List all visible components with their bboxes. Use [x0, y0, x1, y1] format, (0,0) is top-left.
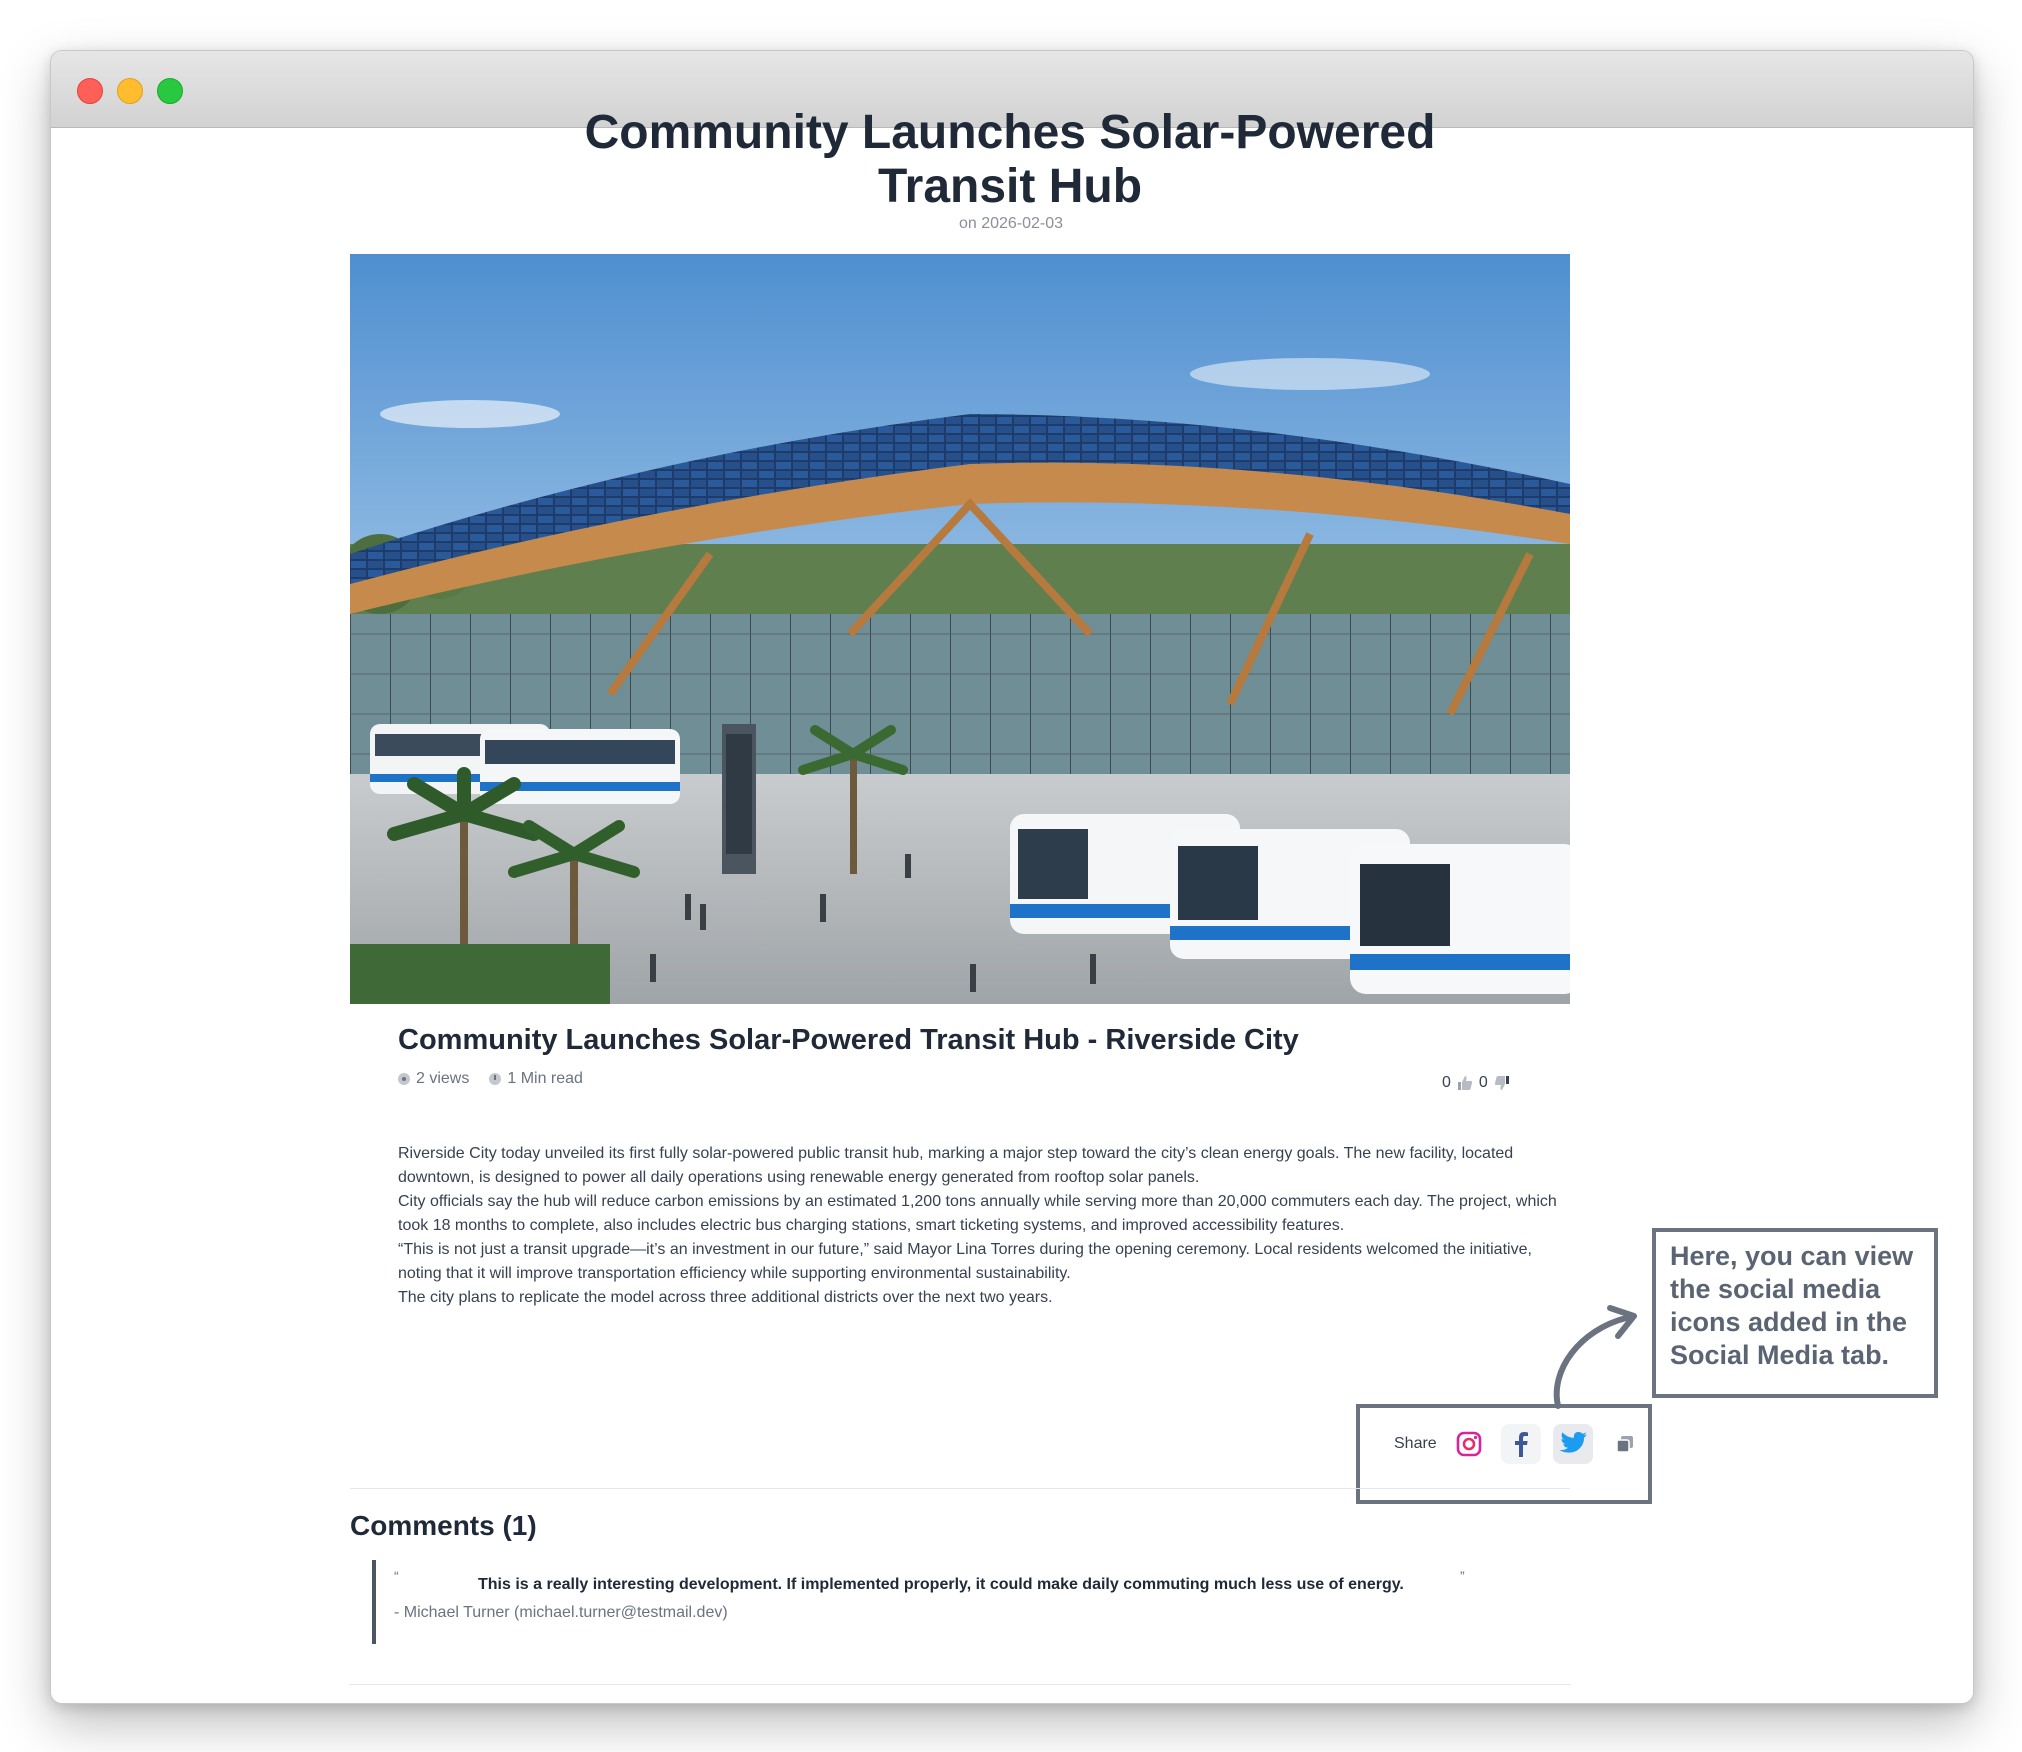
maximize-window-button[interactable]: [157, 78, 183, 104]
annotation-callout: Here, you can view the social media icons added in the Social Media tab.: [1652, 1228, 1938, 1398]
page-title: Community Launches Solar-Powered Transit Hub: [584, 106, 1436, 213]
open-quote: “: [394, 1568, 399, 1584]
minimize-window-button[interactable]: [117, 78, 143, 104]
article-paragraph: “This is not just a transit upgrade—it’s an investment in our future,” said Mayor Lina Torres during the opening ceremony. Local residents welcomed the initiative, noting that it will improve transportation efficiency while supporting environmental sustainability.: [398, 1241, 1532, 1282]
share-label: Share: [1394, 1435, 1437, 1452]
hero-image: [350, 254, 1570, 1004]
clock-icon: [489, 1073, 501, 1085]
instagram-share-button[interactable]: [1449, 1424, 1489, 1464]
section-divider: [350, 1488, 1570, 1489]
article-paragraph: The city plans to replicate the model across three additional districts over the next two years.: [398, 1289, 1053, 1306]
article-paragraph: City officials say the hub will reduce carbon emissions by an estimated 1,200 tons annually while serving more than 20,000 commuters each day. The project, which took 18 months to complete, also includes electric bus charging stations, smart ticketing systems, and improved accessibility features.: [398, 1193, 1557, 1234]
comment-item: [372, 1560, 1556, 1644]
read-time: 1 Min read: [507, 1070, 583, 1087]
close-quote: ”: [1460, 1568, 1465, 1584]
comments-title: Comments (1): [350, 1510, 537, 1541]
comment-author: - Michael Turner (michael.turner@testmail.dev): [394, 1604, 728, 1621]
facebook-share-button[interactable]: [1501, 1424, 1541, 1464]
comment-text: This is a really interesting development. If implemented properly, it could make daily commuting much less use of energy.: [478, 1576, 1404, 1593]
transit-hub-illustration: [350, 254, 1570, 1004]
copy-link-icon: [1614, 1433, 1636, 1455]
article-paragraph: Riverside City today unveiled its first fully solar-powered public transit hub, marking a major step toward the city’s clean energy goals. The new facility, located downtown, is designed to power all daily operations using renewable energy generated from rooftop solar panels.: [398, 1145, 1514, 1186]
copy-link-button[interactable]: [1605, 1424, 1645, 1464]
vote-controls: [1442, 1074, 1510, 1092]
close-window-button[interactable]: [77, 78, 103, 104]
annotation-arrow-icon: [1540, 1300, 1660, 1410]
thumbs-up-icon[interactable]: [1457, 1075, 1473, 1091]
facebook-icon: [1509, 1430, 1533, 1458]
article-body: [398, 1142, 1568, 1310]
dislike-count: 0: [1478, 1074, 1488, 1091]
thumbs-down-icon[interactable]: [1494, 1075, 1510, 1091]
article-meta: [398, 1070, 583, 1088]
like-count: 0: [1442, 1074, 1451, 1091]
twitter-icon: [1558, 1431, 1588, 1457]
section-divider: [350, 1684, 1570, 1685]
publish-date: on 2026-02-03: [958, 215, 1064, 232]
twitter-share-button[interactable]: [1553, 1424, 1593, 1464]
view-count: 2 views: [416, 1070, 470, 1087]
article-heading: Community Launches Solar-Powered Transit Hub - Riverside City: [398, 1024, 1299, 1056]
instagram-icon: [1455, 1430, 1483, 1458]
share-bar: [1394, 1424, 1645, 1464]
eye-icon: [398, 1073, 410, 1085]
